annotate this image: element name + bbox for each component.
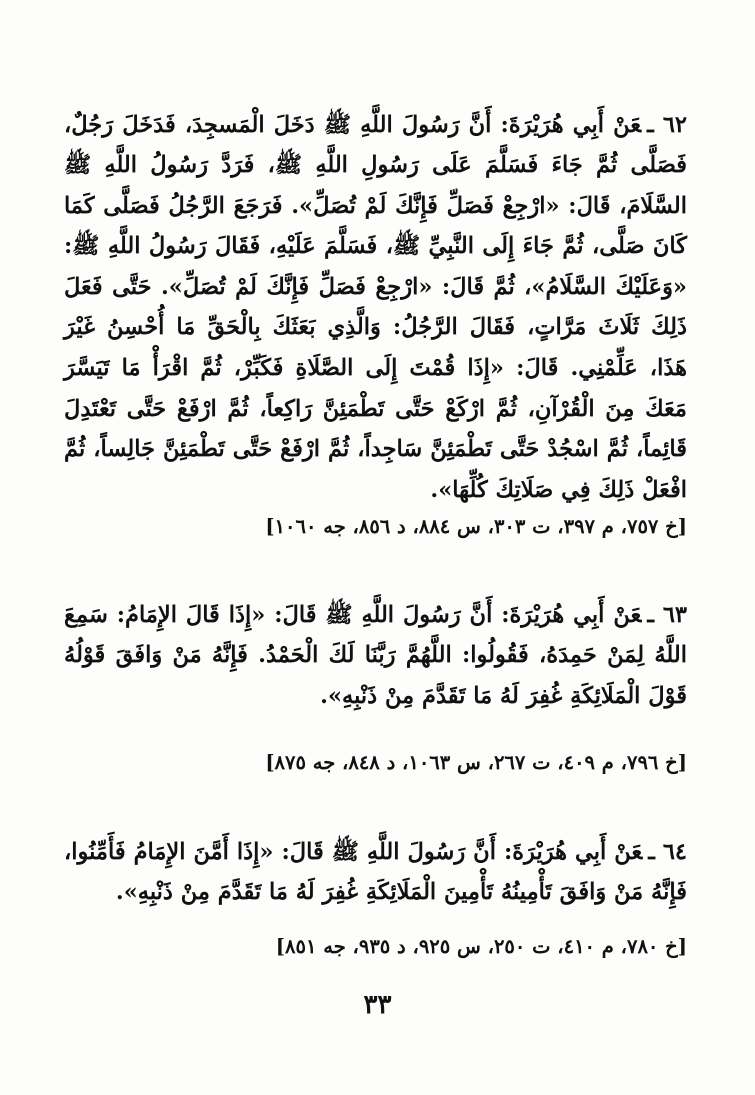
page-number: ٣٣: [363, 990, 392, 1020]
hadith-number: ٦٤ ـ: [648, 838, 687, 865]
hadith-text: عَنْ أَبِي هُرَيْرَةَ: أَنَّ رَسُولَ اللَّهِ ﷺ قَالَ: «إِذَا أَمَّنَ الإِمَامُ فَأَمِّنُوا، فَإِنَّهُ مَنْ وَافَقَ تَأْمِينُهُ تَأْمِينَ الْمَلَائِكَةِ غُفِرَ لَهُ مَا تَقَدَّمَ مِنْ ذَنْبِهِ».: [64, 838, 687, 906]
hadith-64-reference: [خ ٧٨٠، م ٤١٠، ت ٢٥٠، س ٩٢٥، د ٩٣٥، جه ٨٥١]: [275, 935, 687, 958]
hadith-62-paragraph: [64, 105, 687, 511]
hadith-text: عَنْ أَبِي هُرَيْرَةَ: أَنَّ رَسُولَ اللَّهِ ﷺ قَالَ: «إِذَا قَالَ الإِمَامُ: سَمِعَ اللَّهُ لِمَنْ حَمِدَهُ، فَقُولُوا: اللَّهُمَّ رَبَّنَا لَكَ الْحَمْدُ. فَإِنَّهُ مَنْ وَافَقَ قَوْلُهُ قَوْلَ الْمَلَائِكَةِ غُفِرَ لَهُ مَا تَقَدَّمَ مِنْ ذَنْبِهِ».: [64, 601, 687, 709]
hadith-number: ٦٣ ـ: [647, 601, 687, 628]
hadith-text: عَنْ أَبِي هُرَيْرَةَ: أَنَّ رَسُولَ اللَّهِ ﷺ دَخَلَ الْمَسجِدَ، فَدَخَلَ رَجُلٌ، فَصَلَّى ثُمَّ جَاءَ فَسَلَّمَ عَلَى رَسُولِ اللَّهِ ﷺ، فَرَدَّ رَسُولُ اللَّهِ ﷺ السَّلَامَ، قَالَ: «ارْجِعْ فَصَلِّ فَإِنَّكَ لَمْ تُصَلِّ». فَرَجَعَ الرَّجُلُ فَصَلَّى كَمَا كَانَ صَلَّى، ثُمَّ جَاءَ إِلَى النَّبِيِّ ﷺ، فَسَلَّمَ عَلَيْهِ، فَقَالَ رَسُولُ اللَّهِ ﷺ: «وَعَلَيْكَ السَّلَامُ»، ثُمَّ قَالَ: «ارْجِعْ فَصَلِّ فَإِنَّكَ لَمْ تُصَلِّ». حَتَّى فَعَلَ ذَلِكَ ثَلَاثَ مَرَّاتٍ، فَقَالَ الرَّجُلُ: وَالَّذِي بَعَثَكَ بِالْحَقِّ مَا أُحْسِنُ غَيْرَ هَذَا، عَلِّمْنِي. قَالَ: «إِذَا قُمْتَ إِلَى الصَّلَاةِ فَكَبِّرْ، ثُمَّ اقْرَأْ مَا تَيَسَّرَ مَعَكَ مِنَ الْقُرْآنِ، ثُمَّ ارْكَعْ حَتَّى تَطْمَئِنَّ رَاكِعاً، ثُمَّ ارْفَعْ حَتَّى تَعْتَدِلَ قَائِماً، ثُمَّ اسْجُدْ حَتَّى تَطْمَئِنَّ سَاجِداً، ثُمَّ ارْفَعْ حَتَّى تَطْمَئِنَّ جَالِساً، ثُمَّ افْعَلْ ذَلِكَ فِي صَلَاتِكَ كُلِّهَا».: [64, 111, 687, 503]
hadith-62-reference: [خ ٧٥٧، م ٣٩٧، ت ٣٠٣، س ٨٨٤، د ٨٥٦، جه ١٠٦٠]: [265, 515, 687, 538]
hadith-64-paragraph: [64, 832, 687, 913]
hadith-63-reference: [خ ٧٩٦، م ٤٠٩، ت ٢٦٧، س ١٠٦٣، د ٨٤٨، جه ٨٧٥]: [265, 751, 687, 774]
hadith-number: ٦٢ ـ: [647, 111, 687, 138]
hadith-63-paragraph: [64, 595, 687, 717]
